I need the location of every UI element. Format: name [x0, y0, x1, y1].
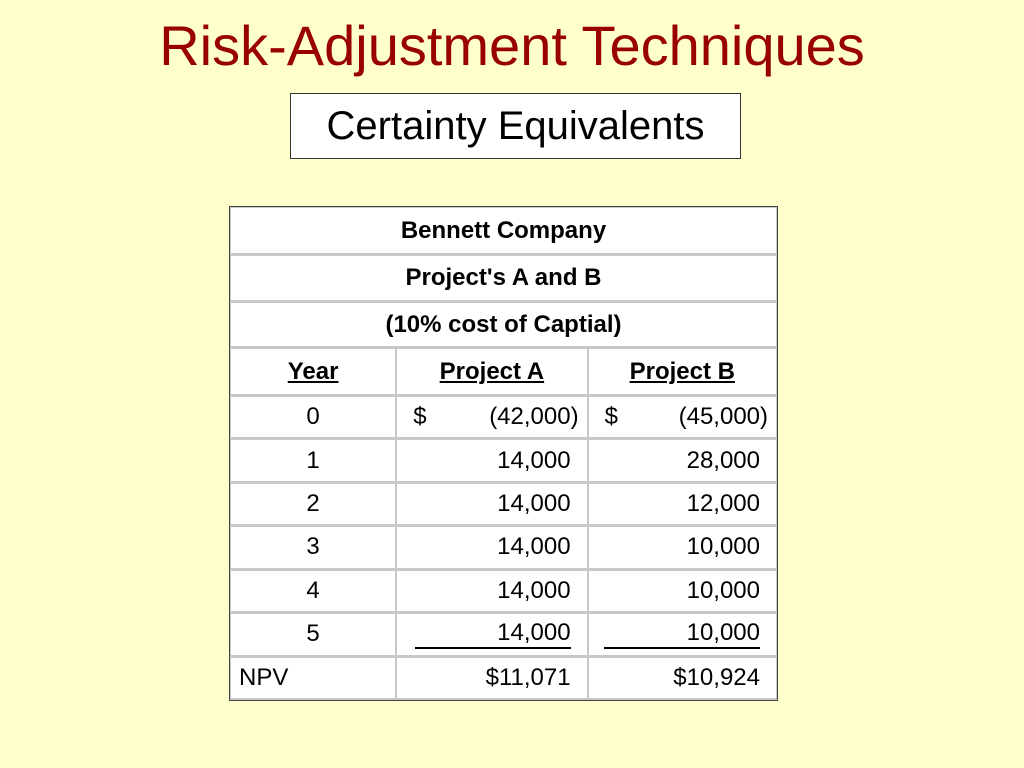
cash-flow-table — [230, 207, 777, 700]
project-b-value: 10,000 — [588, 526, 777, 569]
project-b-cell — [588, 396, 777, 439]
year-cell: 1 — [230, 439, 396, 482]
project-b-value: 10,000 — [588, 570, 777, 613]
project-b-value: 12,000 — [588, 483, 777, 526]
table-row — [230, 570, 777, 613]
year-cell: 2 — [230, 483, 396, 526]
year-cell: 0 — [230, 396, 396, 439]
project-a-value: 14,000 — [396, 526, 587, 569]
slide-title: Risk-Adjustment Techniques — [159, 14, 865, 77]
project-a-value: 14,000 — [415, 619, 571, 649]
table-row — [230, 613, 777, 656]
npv-project-b: $10,924 — [588, 657, 777, 700]
project-a-value: 14,000 — [396, 570, 587, 613]
subtitle-box — [290, 93, 741, 159]
column-header-project-b: Project B — [588, 348, 777, 395]
currency-symbol: $ — [604, 403, 618, 431]
npv-label: NPV — [230, 657, 396, 700]
currency-symbol: $ — [413, 403, 427, 431]
table-title-projects: Project's A and B — [230, 255, 777, 301]
column-header-year: Year — [230, 348, 396, 395]
project-a-cell — [396, 613, 587, 656]
year-cell: 3 — [230, 526, 396, 569]
table-row — [230, 439, 777, 482]
project-a-value: 14,000 — [396, 483, 587, 526]
project-b-cell — [588, 613, 777, 656]
project-b-value: 28,000 — [588, 439, 777, 482]
project-a-cell — [396, 396, 587, 439]
year-cell: 4 — [230, 570, 396, 613]
table-title-company: Bennett Company — [230, 207, 777, 255]
column-header-project-a: Project A — [396, 348, 587, 395]
table-title-cost: (10% cost of Captial) — [230, 302, 777, 348]
project-b-value: (45,000) — [678, 403, 768, 431]
npv-project-a: $11,071 — [396, 657, 587, 700]
npv-row — [230, 657, 777, 700]
project-a-value: 14,000 — [396, 439, 587, 482]
data-table-frame — [229, 206, 778, 701]
table-row — [230, 526, 777, 569]
project-a-value: (42,000) — [489, 403, 579, 431]
subtitle-text: Certainty Equivalents — [326, 104, 705, 148]
project-b-value: 10,000 — [604, 619, 760, 649]
table-row — [230, 396, 777, 439]
year-cell: 5 — [230, 613, 396, 656]
table-row — [230, 483, 777, 526]
